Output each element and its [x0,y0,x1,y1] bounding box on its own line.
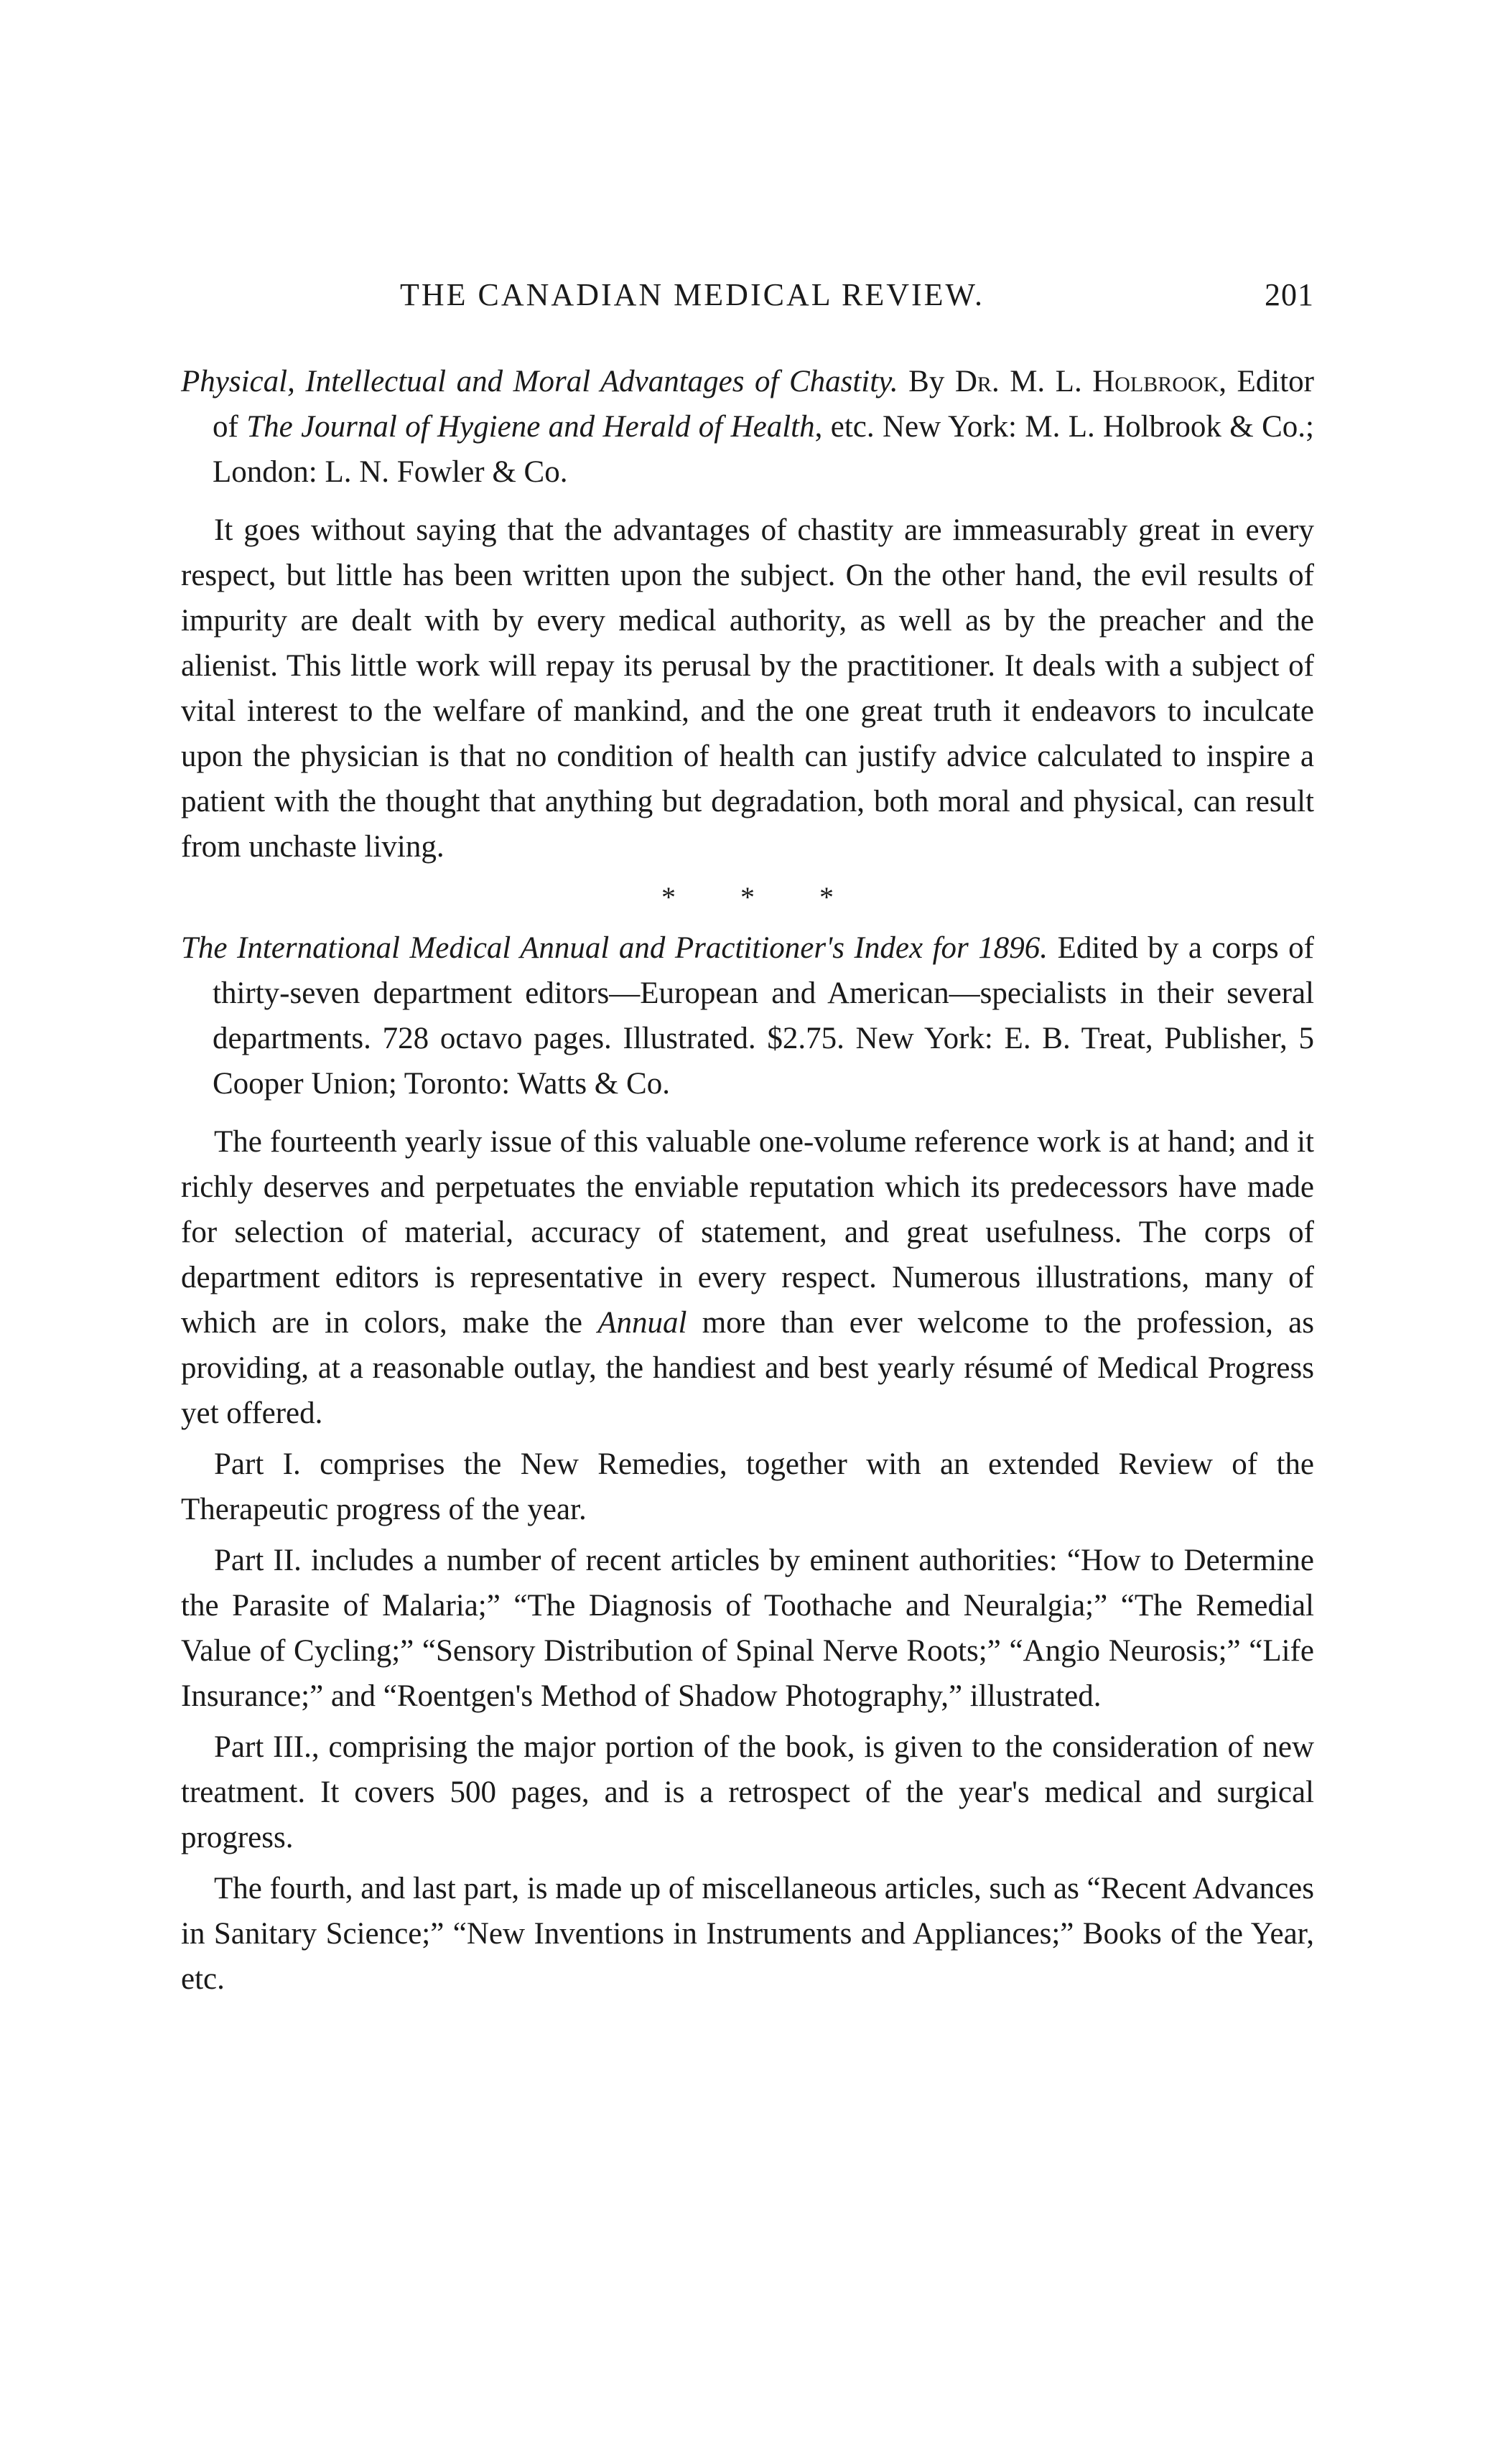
review-paragraph-part-2: Part II. includes a number of recent articles by eminent authorities: “How to Determine the Parasite of Malaria;” “The Diagnosis of Toothache and Neuralgia;” “The Remedial Value of Cycling;” “Sensory Distribution of Spinal Nerve Roots;” “Angio Neurosis;” “Life Insurance;” and “Roentgen's Method of Shadow Photography,” illustrated. [181,1544,1314,1713]
review-citation-annual [181,925,1314,1106]
citation-details: Edited by a corps of thirty-seven department editors—European and American—specialists in their several departments. 728 octavo pages. Illustrated. $2.75. New York: E. B. Treat, Publisher, 5 Cooper Union; Toronto: Watts & Co. [213,931,1314,1101]
text-column [181,359,1314,2002]
paragraph-text: The fourteenth yearly issue of this valuable one-volume reference work is at hand; and it richly deserves and perpetuates the enviable reputation which its predecessors have made for selection of material, accuracy of statement, and great usefulness. The corps of department editors is representative in every respect. Numerous illustrations, many of which are in colors, make the [181,1125,1314,1340]
author-name: Dr. M. L. Holbrook [954,365,1219,398]
review-paragraph-part-4: The fourth, and last part, is made up of miscellaneous articles, such as “Recent Advances in Sanitary Science;” “New Inventions in Instruments and Appliances;” Books of the Year, etc. [181,1872,1314,1996]
citation-publisher: , etc. New York: M. L. Holbrook & Co.; London: L. N. Fowler & Co. [213,410,1314,489]
review-paragraph-part-1: Part I. comprises the New Remedies, together with an extended Review of the Therapeutic progress of the year. [181,1447,1314,1526]
journal-title: The Journal of Hygiene and Herald of Health [246,410,815,444]
page-number: 201 [1265,277,1314,312]
review-paragraph: It goes without saying that the advantages of chastity are immeasurably great in every respect, but little has been written upon the subject. On the other hand, the evil results of impurity are dealt with by every medical authority, as well as by the preacher and the alienist. This little work will repay its perusal by the practitioner. It deals with a subject of vital interest to the welfare of mankind, and the one great truth it endeavors to inculcate upon the physician is that no condition of health can justify advice calculated to inspire a patient with the thought that anything but degradation, both moral and physical, can result from unchaste living. [181,513,1314,864]
book-title: The International Medical Annual and Practitioner's Index for 1896. [181,931,1048,965]
book-title: Physical, Intellectual and Moral Advantages of Chastity. [181,365,898,398]
citation-editor-of: , Editor of [213,365,1314,444]
review-paragraph-part-3: Part III., comprising the major portion of the book, is given to the consideration of new treatment. It covers 500 pages, and is a retrospect of the year's medical and surgical progress. [181,1730,1314,1854]
running-title: THE CANADIAN MEDICAL REVIEW. [400,277,985,312]
paragraph-text: more than ever welcome to the profession, as providing, at a reasonable outlay, the handiest and best yearly résumé of Medical Progress yet offered. [181,1306,1315,1430]
section-separator: * * * [661,881,862,913]
citation-by: By [898,365,955,398]
annual-italic: Annual [597,1306,687,1340]
running-head [181,276,1314,319]
review-paragraph [181,1119,1314,1436]
review-citation-chastity [181,359,1314,495]
